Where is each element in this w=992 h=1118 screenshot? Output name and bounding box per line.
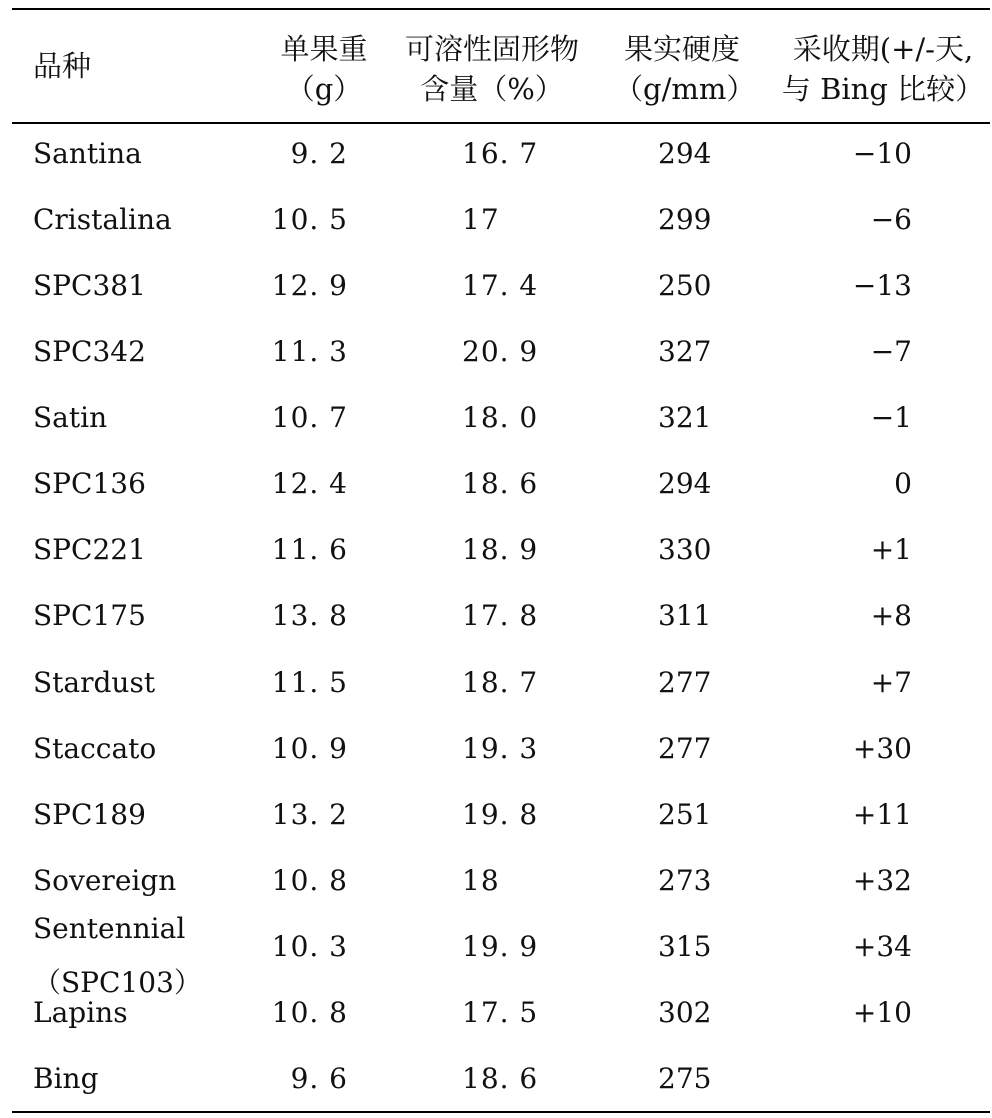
cell-firmness: 277 (658, 732, 712, 765)
cell-fruit-weight: 10. 9 (271, 732, 348, 765)
cell-harvest-period: +8 (870, 599, 912, 632)
cell-fruit-weight: 11. 5 (271, 666, 348, 699)
cell-variety: SPC136 (33, 467, 146, 500)
cell-soluble-solids: 18. 6 (462, 1062, 539, 1095)
cell-variety: SPC342 (33, 335, 146, 368)
cell-variety: Lapins (33, 996, 128, 1029)
cell-variety: SPC175 (33, 599, 146, 632)
cell-firmness: 327 (658, 335, 712, 368)
cell-soluble-solids: 18 (462, 864, 500, 897)
cell-soluble-solids: 18. 0 (462, 401, 539, 434)
cell-harvest-period: +1 (870, 533, 912, 566)
cell-variety: SPC221 (33, 533, 146, 566)
cell-firmness: 250 (658, 269, 712, 302)
table-bottom-rule (12, 1111, 990, 1113)
cell-soluble-solids: 18. 6 (462, 467, 539, 500)
cell-harvest-period: −7 (870, 335, 912, 368)
cell-soluble-solids: 19. 3 (462, 732, 539, 765)
cell-soluble-solids: 18. 7 (462, 666, 539, 699)
cell-harvest-period: −13 (852, 269, 912, 302)
header-soluble-solids: 可溶性固形物 含量（%） (404, 32, 579, 106)
cell-soluble-solids: 17 (462, 203, 500, 236)
cell-soluble-solids: 20. 9 (462, 335, 539, 368)
cell-fruit-weight: 10. 8 (271, 996, 348, 1029)
cell-variety: Stardust (33, 666, 156, 699)
header-fruit-weight: 单果重 （g） (280, 32, 368, 106)
cell-firmness: 311 (658, 599, 712, 632)
cell-fruit-weight: 11. 3 (271, 335, 348, 368)
cell-variety: Satin (33, 401, 108, 434)
cell-fruit-weight: 13. 2 (271, 798, 348, 831)
cell-soluble-solids: 17. 4 (462, 269, 539, 302)
cell-harvest-period: +10 (852, 996, 912, 1029)
header-variety: 品种 (33, 49, 92, 83)
cell-harvest-period: −6 (870, 203, 912, 236)
cell-fruit-weight: 10. 3 (271, 930, 348, 963)
cell-firmness: 275 (658, 1062, 712, 1095)
cell-firmness: 315 (658, 930, 712, 963)
cell-firmness: 302 (658, 996, 712, 1029)
cell-firmness: 277 (658, 666, 712, 699)
cell-firmness: 330 (658, 533, 712, 566)
cell-harvest-period: 0 (894, 467, 912, 500)
cell-harvest-period: +30 (852, 732, 912, 765)
table-top-rule (12, 8, 990, 10)
cell-firmness: 251 (658, 798, 712, 831)
cell-variety: Cristalina (33, 203, 172, 236)
header-firmness: 果实硬度 （g/mm） (614, 32, 756, 106)
table-header-rule (12, 122, 990, 124)
cell-variety: Bing (33, 1062, 99, 1095)
cell-harvest-period: +34 (852, 930, 912, 963)
cell-soluble-solids: 17. 8 (462, 599, 539, 632)
cell-fruit-weight: 10. 7 (271, 401, 348, 434)
cell-firmness: 294 (658, 137, 712, 170)
cell-soluble-solids: 16. 7 (462, 137, 539, 170)
header-harvest-period: 采收期(+/-天, 与 Bing 比较） (781, 32, 985, 106)
cell-firmness: 299 (658, 203, 712, 236)
cell-harvest-period: +7 (870, 666, 912, 699)
cell-fruit-weight: 11. 6 (271, 533, 348, 566)
cell-fruit-weight: 9. 6 (290, 1062, 348, 1095)
cell-soluble-solids: 19. 9 (462, 930, 539, 963)
cell-soluble-solids: 19. 8 (462, 798, 539, 831)
cell-harvest-period: +32 (852, 864, 912, 897)
cell-harvest-period: +11 (852, 798, 912, 831)
cell-variety: Santina (33, 137, 142, 170)
cell-firmness: 294 (658, 467, 712, 500)
cell-firmness: 273 (658, 864, 712, 897)
cell-fruit-weight: 9. 2 (290, 137, 348, 170)
cell-soluble-solids: 18. 9 (462, 533, 539, 566)
cell-variety: Staccato (33, 732, 157, 765)
cell-variety: SPC189 (33, 798, 146, 831)
cell-fruit-weight: 10. 8 (271, 864, 348, 897)
cell-harvest-period: −10 (852, 137, 912, 170)
cell-variety: Sovereign (33, 864, 177, 897)
cell-fruit-weight: 13. 8 (271, 599, 348, 632)
cell-soluble-solids: 17. 5 (462, 996, 539, 1029)
cell-harvest-period: −1 (870, 401, 912, 434)
cell-variety: SPC381 (33, 269, 146, 302)
cell-firmness: 321 (658, 401, 712, 434)
cell-fruit-weight: 10. 5 (271, 203, 348, 236)
cell-variety: Sentennial （SPC103） (33, 912, 202, 999)
cell-fruit-weight: 12. 4 (271, 467, 348, 500)
cell-fruit-weight: 12. 9 (271, 269, 348, 302)
